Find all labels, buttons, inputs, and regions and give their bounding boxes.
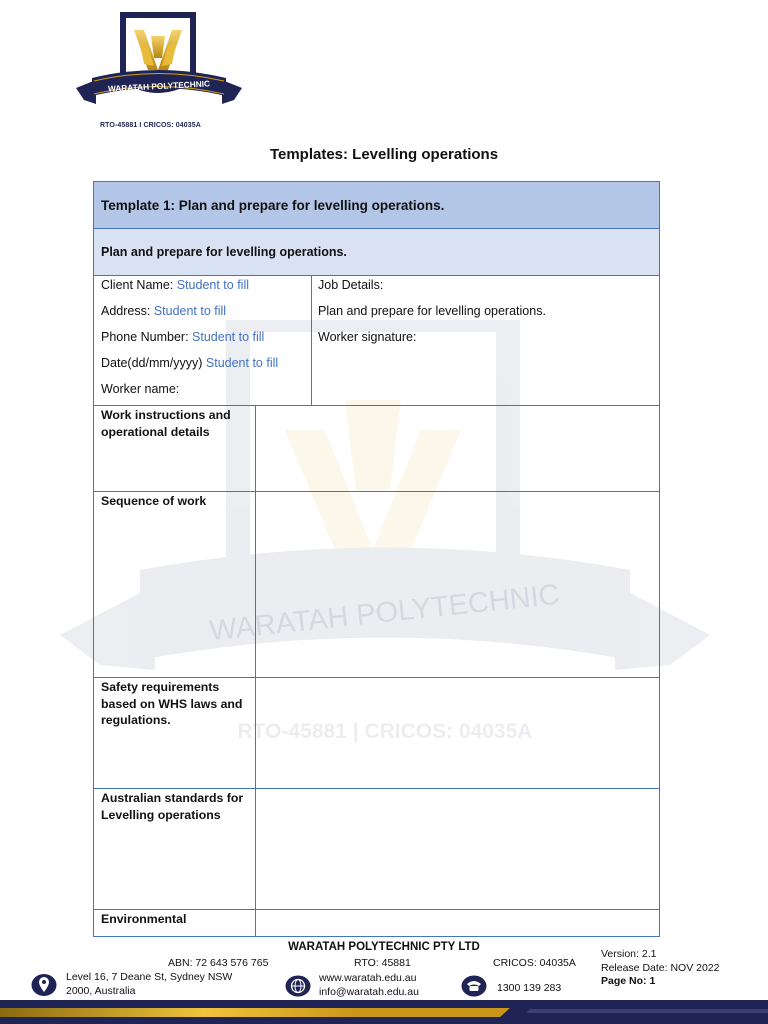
address-label: Address: <box>101 304 154 318</box>
sequence-of-work-label: Sequence of work <box>94 492 256 677</box>
worker-signature-label[interactable]: Worker signature: <box>318 330 417 344</box>
footer-phone[interactable]: 1300 139 283 <box>497 982 562 994</box>
date-field[interactable]: Student to fill <box>205 356 279 370</box>
globe-icon <box>285 975 311 997</box>
job-details-cell[interactable] <box>312 276 659 405</box>
environmental-field[interactable] <box>256 910 659 936</box>
footer-band-gold <box>0 1005 768 1024</box>
address-field[interactable]: Student to fill <box>153 304 227 318</box>
phone-icon <box>461 975 487 997</box>
page-label: Page No: <box>601 975 647 987</box>
waratah-logo <box>74 8 244 120</box>
template-title: Template 1: Plan and prepare for levelling operations. <box>94 182 659 229</box>
phone-field[interactable]: Student to fill <box>192 330 265 344</box>
page-title: Templates: Levelling operations <box>269 146 499 163</box>
address-line <box>101 303 304 329</box>
footer-release-date: Release Date: NOV 2022 <box>601 961 720 974</box>
field-row <box>94 492 659 678</box>
date-line <box>101 355 304 381</box>
footer-page-number <box>601 975 719 989</box>
footer-web <box>319 971 419 999</box>
footer-address-line1: Level 16, 7 Deane St, Sydney NSW <box>66 971 233 983</box>
watermark-codes: RTO-45881 | CRICOS: 04035A <box>237 720 533 743</box>
footer-rto: RTO: 45881 <box>354 957 411 969</box>
field-row <box>94 789 659 910</box>
phone-label: Phone Number: <box>101 330 193 344</box>
footer-email-link[interactable]: info@waratah.edu.au <box>319 986 419 998</box>
australian-standards-field[interactable] <box>256 789 659 909</box>
location-pin-icon <box>31 973 57 997</box>
footer-version: Version: 2.1 <box>601 948 657 960</box>
page-number: 1 <box>649 975 656 987</box>
footer-address-line2: 2000, Australia <box>66 985 136 997</box>
details-row <box>94 276 659 406</box>
footer-version-block <box>601 948 719 989</box>
safety-requirements-field[interactable] <box>256 678 659 788</box>
rto-cricos-line: RTO-45881 I CRICOS: 04035A <box>100 122 201 129</box>
job-details-label: Job Details: <box>318 278 384 292</box>
environmental-label: Environmental <box>94 910 256 936</box>
template-table <box>93 181 660 937</box>
footer-address <box>66 970 232 998</box>
client-name-field[interactable]: Student to fill <box>176 278 249 292</box>
watermark-name: WARATAH POLYTECHNIC <box>207 578 562 648</box>
worker-name-label[interactable]: Worker name: <box>101 382 180 396</box>
safety-requirements-label: Safety requirements based on WHS laws and regulations. <box>94 678 256 788</box>
field-row <box>94 910 659 936</box>
footer-website-link[interactable]: www.waratah.edu.au <box>319 972 417 984</box>
sequence-of-work-field[interactable] <box>256 492 659 677</box>
client-name-line <box>101 277 304 303</box>
field-row <box>94 406 659 492</box>
phone-line <box>101 329 304 355</box>
client-details-cell[interactable] <box>94 276 312 405</box>
work-instructions-field[interactable] <box>256 406 659 491</box>
work-instructions-label: Work instructions and operational details <box>94 406 256 491</box>
australian-standards-label: Australian standards for Levelling operations <box>94 789 256 909</box>
job-details-text: Plan and prepare for levelling operations. <box>318 304 546 318</box>
template-subtitle: Plan and prepare for levelling operations. <box>94 229 659 276</box>
client-name-label: Client Name: <box>101 278 177 292</box>
date-label: Date(dd/mm/yyyy) <box>101 356 206 370</box>
footer-cricos: CRICOS: 04035A <box>493 957 576 969</box>
footer-company: WARATAH POLYTECHNIC PTY LTD <box>288 941 480 953</box>
field-row <box>94 678 659 789</box>
logo-text: WARATAH POLYTECHNIC <box>107 78 211 94</box>
footer-abn: ABN: 72 643 576 765 <box>168 957 269 969</box>
